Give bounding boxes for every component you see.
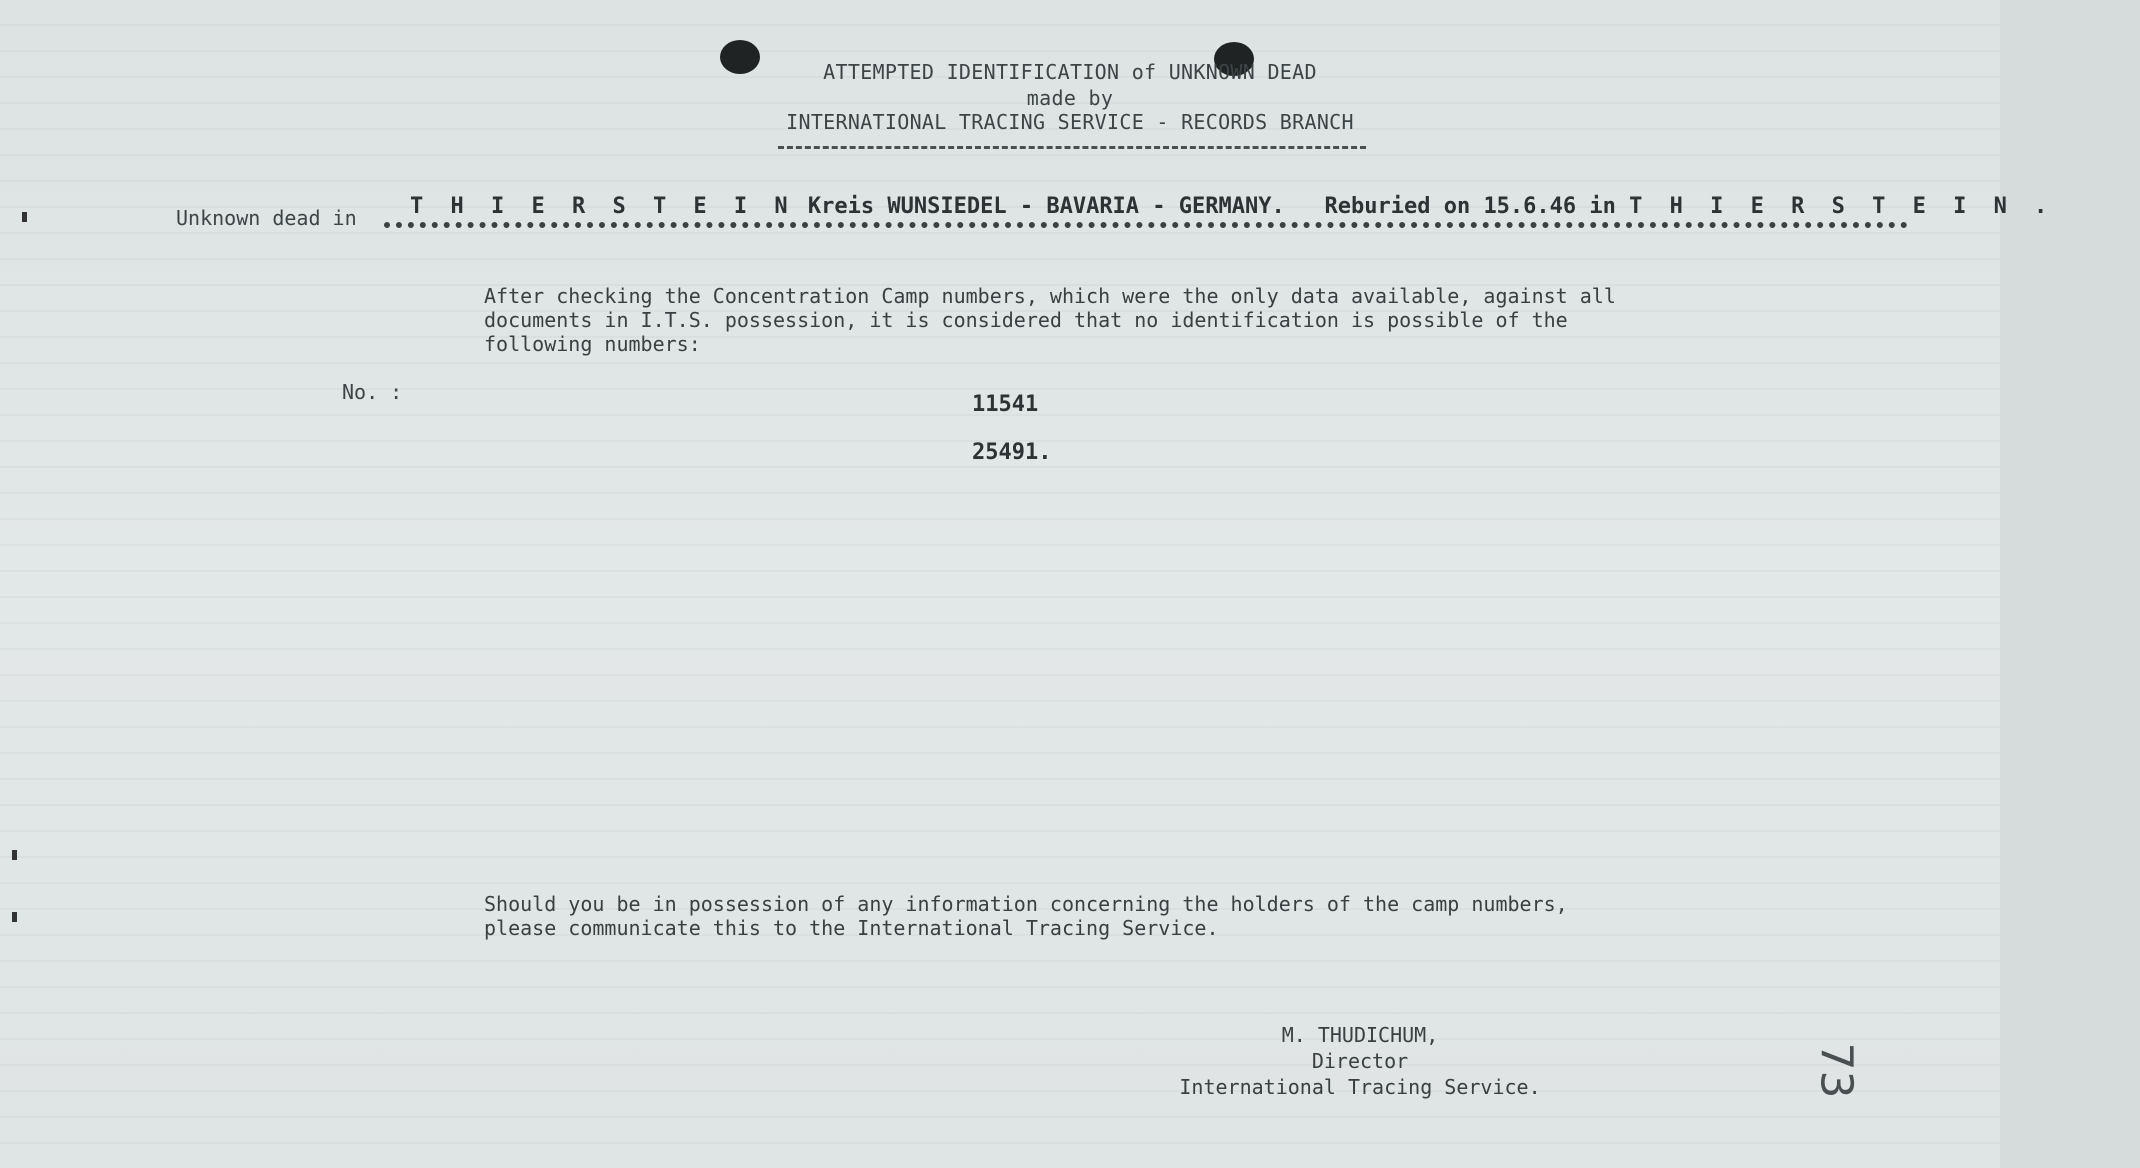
camp-number-1: 11541 [972, 392, 1039, 417]
document-title: ATTEMPTED IDENTIFICATION of UNKNOWN DEAD [823, 60, 1317, 84]
signature-block [1150, 1022, 1570, 1100]
signatory-org: International Tracing Service. [1179, 1075, 1541, 1099]
unknown-dead-label: Unknown dead in [176, 206, 357, 230]
edge-mark [12, 912, 17, 922]
camp-number-2: 25491. [972, 440, 1052, 465]
reburied-place: T H I E R S T E I N . [1629, 194, 2055, 219]
edge-mark [12, 850, 17, 860]
edge-mark [22, 212, 27, 222]
archive-stamp-number: 73 [1810, 1042, 1862, 1099]
number-label: No. : [342, 380, 403, 404]
signatory-name: M. THUDICHUM, [1281, 1023, 1439, 1047]
place-name: T H I E R S T E I N [410, 194, 795, 219]
header-rule [778, 146, 1366, 149]
request-paragraph: Should you be in possession of any information concerning the holders of the camp numbers, please communicate this to the International Tracing Service. [484, 892, 1568, 940]
signatory-title: Director [1311, 1049, 1409, 1073]
place-region: Kreis WUNSIEDEL - BAVARIA - GERMANY. [807, 194, 1285, 219]
branch-line: INTERNATIONAL TRACING SERVICE - RECORDS BRANCH [786, 110, 1354, 134]
location-line [410, 194, 2054, 219]
dotted-fill-line [384, 222, 1908, 228]
reburied-label: Reburied on 15.6.46 in [1324, 194, 1616, 219]
made-by-line: made by [1026, 86, 1114, 110]
checking-paragraph: After checking the Concentration Camp numbers, which were the only data available, against all documents in I.T.S. possession, it is considered that no identification is possible of the following numbers: [484, 284, 1616, 356]
